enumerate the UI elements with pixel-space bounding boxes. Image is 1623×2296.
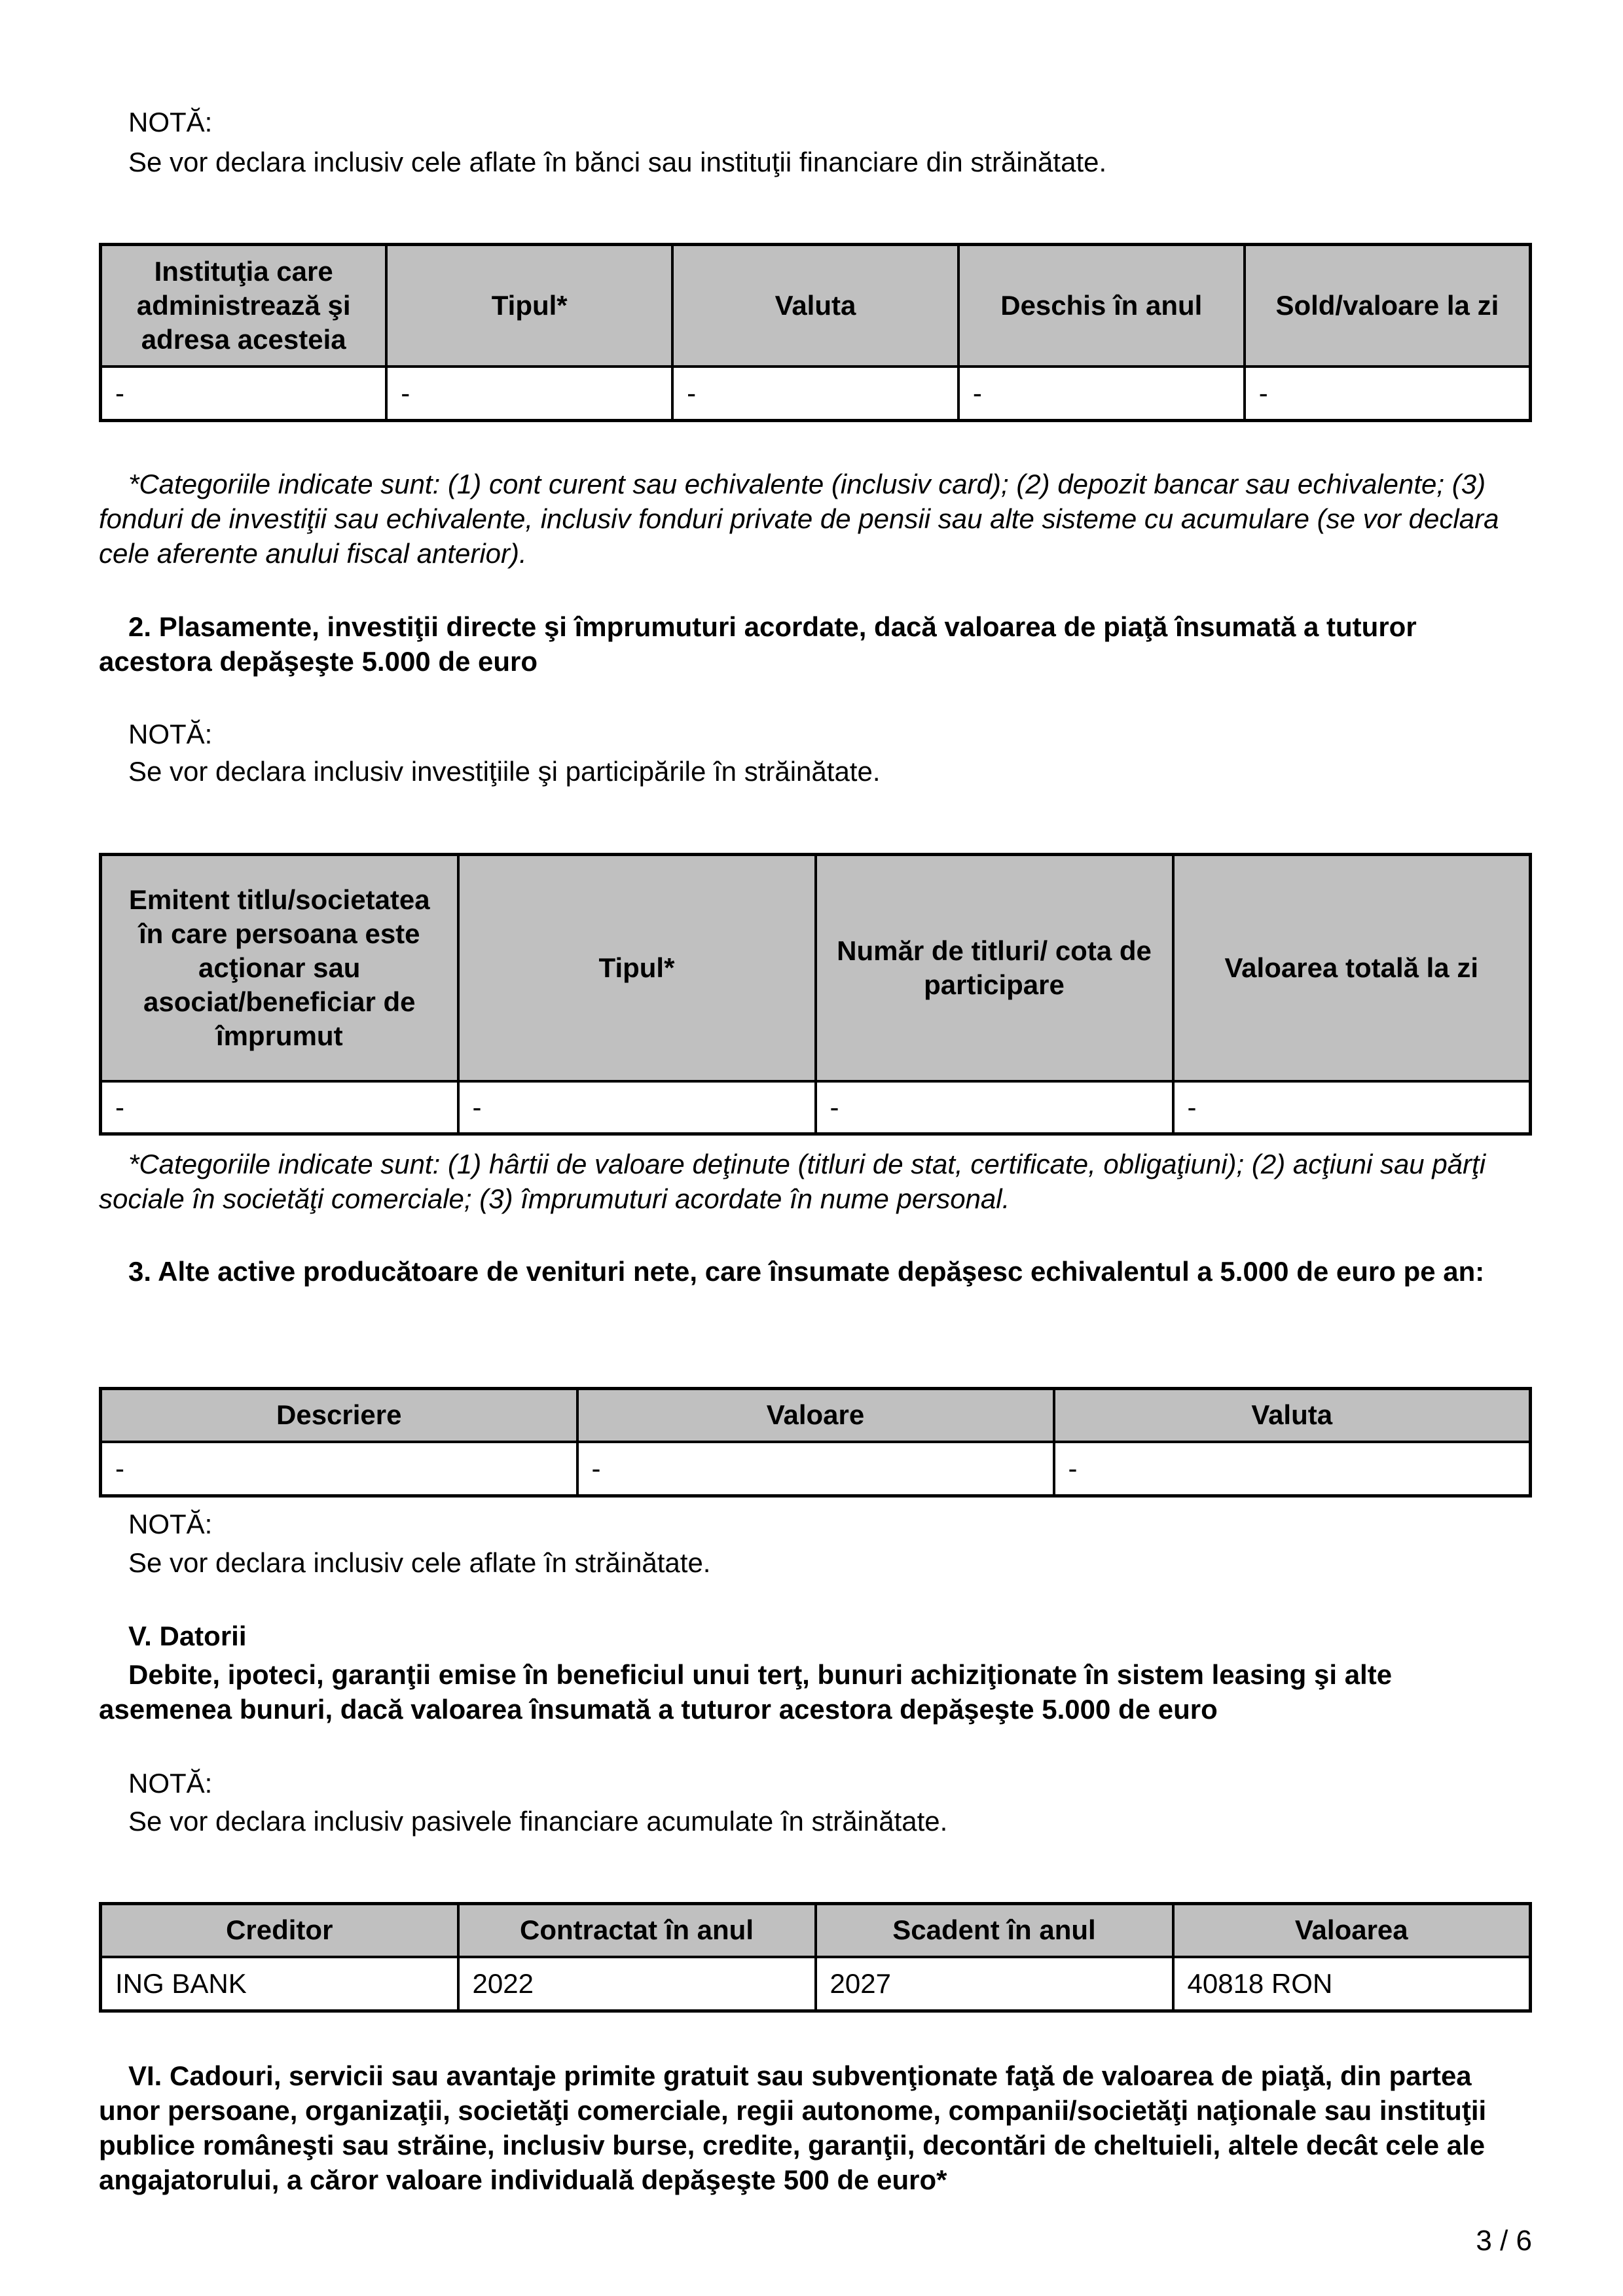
table-row bbox=[101, 367, 1531, 421]
table-cell: - bbox=[816, 1081, 1173, 1134]
column-header-opened-year: Deschis în anul bbox=[958, 245, 1245, 367]
table-cell: - bbox=[101, 1442, 577, 1496]
section-description: Debite, ipoteci, garanţii emise în beneficiul unui terţ, bunuri achiziţionate în sistem leasing şi alte asemenea bunuri, dacă valoarea însumată a tuturor acestora depăşeşte 5.000 de euro bbox=[99, 1659, 1393, 1725]
table-row bbox=[101, 1442, 1531, 1496]
table-header-row bbox=[101, 1389, 1531, 1442]
table-cell: - bbox=[1054, 1442, 1531, 1496]
section-heading: 2. Plasamente, investiţii directe şi împrumuturi acordate, dacă valoarea de piaţă însumată a tuturor acestora depăşeşte 5.000 de euro bbox=[99, 611, 1417, 677]
accounts-table bbox=[99, 243, 1532, 422]
column-header-creditor: Creditor bbox=[101, 1904, 458, 1957]
footnote: *Categoriile indicate sunt: (1) cont curent sau echivalente (inclusiv card); (2) depozit bancar sau echivalente; (3) fonduri de investiţii sau echivalente, inclusiv fonduri private de pensii sau alte sisteme cu acumulare (se vor declara cele aferente anului fiscal anterior). bbox=[99, 469, 1499, 569]
note-text: Se vor declara inclusiv cele aflate în bănci sau instituţii financiare din străinătate. bbox=[128, 147, 1107, 177]
section-title: V. Datorii bbox=[128, 1621, 247, 1651]
column-header-total-value: Valoarea totală la zi bbox=[1173, 855, 1531, 1081]
table-cell: - bbox=[672, 367, 958, 421]
table-header-row bbox=[101, 855, 1531, 1081]
column-header-amount: Valoarea bbox=[1173, 1904, 1531, 1957]
table-row bbox=[101, 1081, 1531, 1134]
footnote: *Categoriile indicate sunt: (1) hârtii de valoare deţinute (titluri de stat, certificate, obligaţiuni); (2) acţiuni sau părţi sociale în societăţi comerciale; (3) împrumuturi acordate în nume personal. bbox=[99, 1149, 1486, 1214]
table-cell-contract-year: 2022 bbox=[458, 1957, 816, 2011]
table-header-row bbox=[101, 245, 1531, 367]
column-header-balance: Sold/valoare la zi bbox=[1245, 245, 1531, 367]
other-assets-table bbox=[99, 1387, 1532, 1498]
table-cell: - bbox=[577, 1442, 1054, 1496]
table-cell: - bbox=[1173, 1081, 1531, 1134]
column-header-currency: Valuta bbox=[1054, 1389, 1531, 1442]
section-heading: VI. Cadouri, servicii sau avantaje primite gratuit sau subvenţionate faţă de valoarea de piaţă, din partea unor persoane, organizaţii, societăţi comerciale, regii autonome, companii/societăţi naţionale sau instituţii publice româneşti sau străine, inclusiv burse, credite, garanţii, decontări de cheltuieli, altele decât cele ale angajatorului, a căror valoare individuală depăşeşte 500 de euro* bbox=[99, 2060, 1487, 2195]
table-cell: - bbox=[101, 1081, 458, 1134]
debts-table bbox=[99, 1902, 1532, 2013]
note-label: NOTĂ: bbox=[128, 1509, 213, 1539]
column-header-type: Tipul* bbox=[458, 855, 816, 1081]
column-header-issuer: Emitent titlu/societatea în care persoana este acţionar sau asociat/beneficiar de împrumut bbox=[101, 855, 458, 1081]
table-cell: - bbox=[386, 367, 672, 421]
section-heading: 3. Alte active producătoare de venituri nete, care însumate depăşesc echivalentul a 5.000 de euro pe an: bbox=[128, 1256, 1485, 1287]
note-text: Se vor declara inclusiv investiţiile şi participările în străinătate. bbox=[128, 756, 881, 787]
column-header-value: Valoare bbox=[577, 1389, 1054, 1442]
placements-table bbox=[99, 853, 1532, 1136]
column-header-contract-year: Contractat în anul bbox=[458, 1904, 816, 1957]
column-header-description: Descriere bbox=[101, 1389, 577, 1442]
page-number: 3 / 6 bbox=[1476, 2225, 1532, 2257]
note-text: Se vor declara inclusiv pasivele financiare acumulate în străinătate. bbox=[128, 1806, 948, 1837]
table-cell: - bbox=[458, 1081, 816, 1134]
column-header-type: Tipul* bbox=[386, 245, 672, 367]
note-label: NOTĂ: bbox=[128, 1768, 213, 1799]
note-label: NOTĂ: bbox=[128, 107, 213, 137]
column-header-due-year: Scadent în anul bbox=[816, 1904, 1173, 1957]
table-cell-amount: 40818 RON bbox=[1173, 1957, 1531, 2011]
table-cell: - bbox=[1245, 367, 1531, 421]
table-cell: - bbox=[101, 367, 387, 421]
table-cell-due-year: 2027 bbox=[816, 1957, 1173, 2011]
table-cell-creditor: ING BANK bbox=[101, 1957, 458, 2011]
table-header-row bbox=[101, 1904, 1531, 1957]
column-header-currency: Valuta bbox=[672, 245, 958, 367]
column-header-share-count: Număr de titluri/ cota de participare bbox=[816, 855, 1173, 1081]
note-text: Se vor declara inclusiv cele aflate în străinătate. bbox=[128, 1547, 711, 1578]
table-row bbox=[101, 1957, 1531, 2011]
note-label: NOTĂ: bbox=[128, 719, 213, 749]
table-cell: - bbox=[958, 367, 1245, 421]
column-header-institution: Instituţia care administrează şi adresa acesteia bbox=[101, 245, 387, 367]
